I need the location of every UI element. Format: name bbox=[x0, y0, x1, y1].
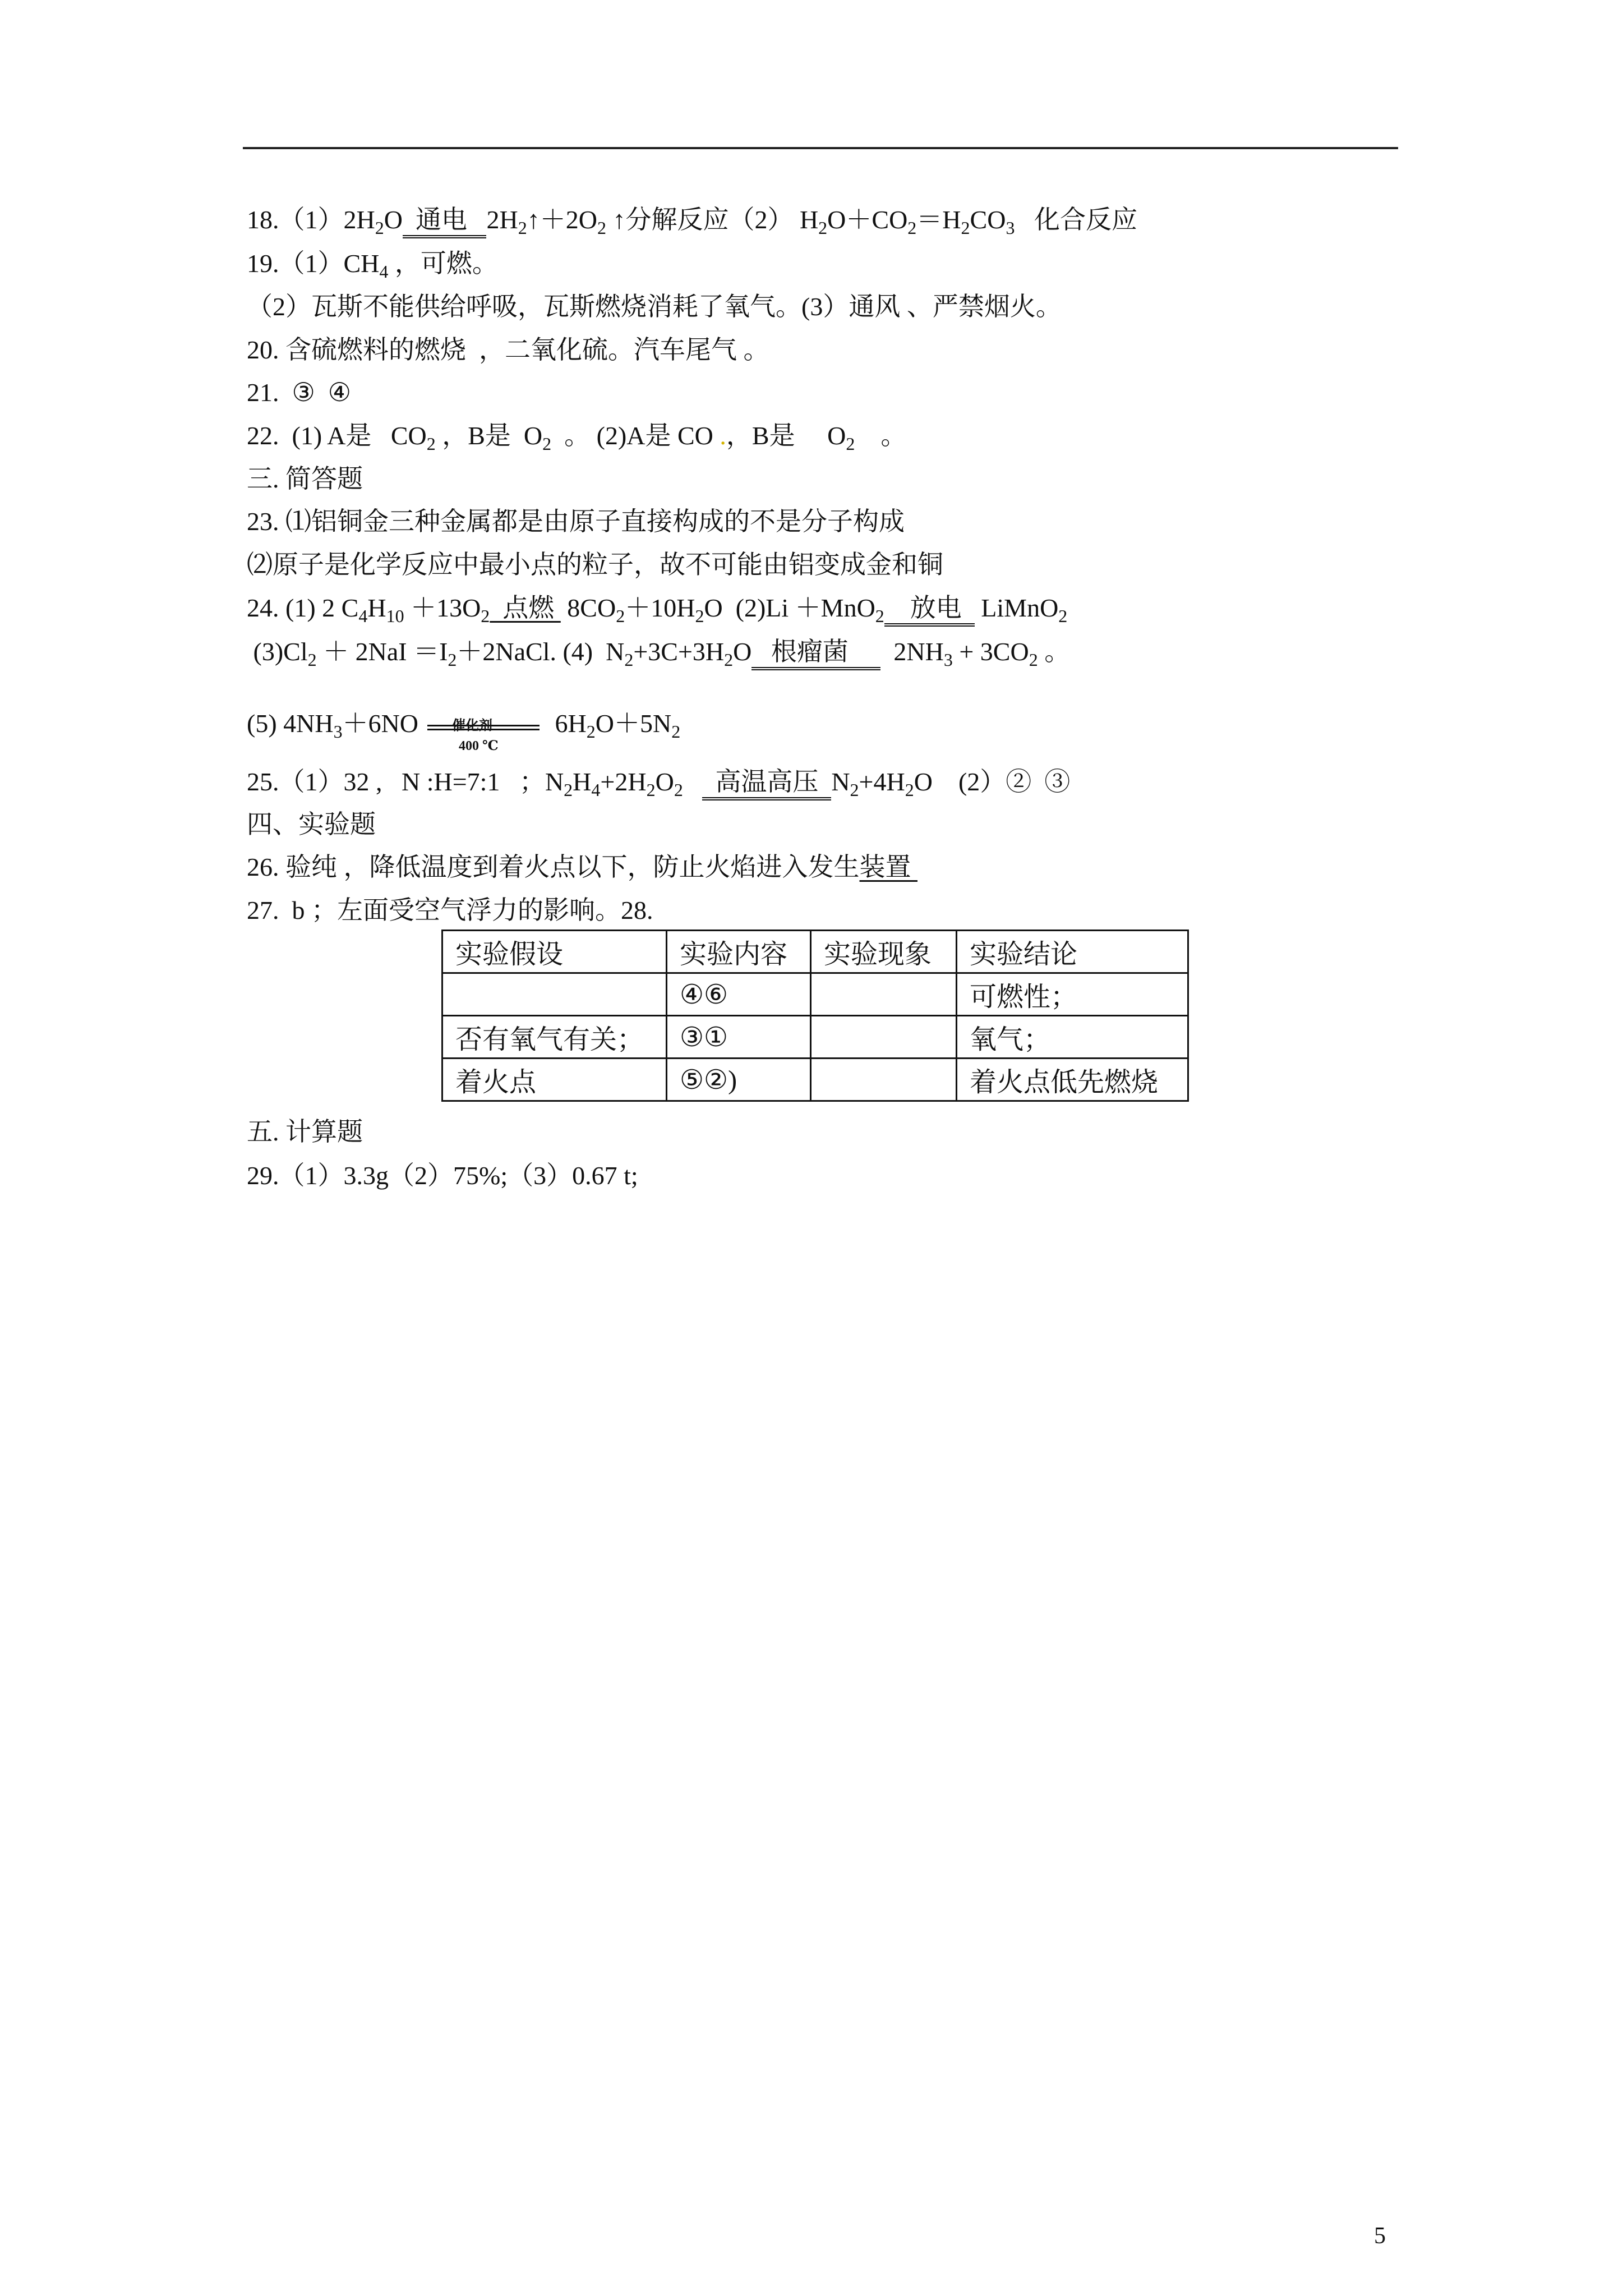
answer-19: $19.(1)CH_4$ ，可燃。 bbox=[247, 249, 498, 282]
table-cell: 氧气； bbox=[957, 1016, 1188, 1059]
page-number: 5 bbox=[1374, 2223, 1386, 2249]
table-header-cell: 实验现象 bbox=[811, 931, 957, 973]
table-cell: ⑤②) bbox=[667, 1059, 811, 1101]
table-header-row bbox=[442, 931, 1188, 973]
table-cell: ④⑥ bbox=[667, 973, 811, 1016]
answer-22: 22. (1) A是 $CO_2$ ，B是 $O_2$ 。 (2)A是 CO .，B是 $O_2$ 。 bbox=[247, 421, 907, 454]
table-header-cell: 实验结论 bbox=[957, 931, 1188, 973]
table-cell bbox=[811, 973, 957, 1016]
header-rule bbox=[243, 147, 1398, 149]
experiment-table bbox=[441, 930, 1189, 1102]
section-heading-experiment: 四、实验题 bbox=[247, 810, 376, 839]
table-row bbox=[442, 1059, 1188, 1101]
answer-18: $18.(1)2H_2O$ 通电 $2H_2↑+2O_2$ ↑分解反应（2） $H_2O+CO_2=H_2CO_3$ 化合反应 bbox=[247, 205, 1137, 238]
table-row bbox=[442, 973, 1188, 1016]
section-heading-calculation: 五. 计算题 bbox=[247, 1117, 363, 1146]
answer-24-part2: $(3)Cl_2 + 2NaI$ $=I_2+2NaCl$. (4) $N_2+3C+3H_2O$ 根瘤菌 $2NH_3 + 3CO_2$ 。 bbox=[247, 637, 1071, 670]
answer-26: 26. 验纯 ，降低温度到着火点以下，防止火焰进入发生装置 bbox=[247, 853, 917, 881]
table-cell: 着火点 bbox=[442, 1059, 667, 1101]
table-header-cell: 实验假设 bbox=[442, 931, 667, 973]
table-cell bbox=[811, 1016, 957, 1059]
reaction-condition-catalyst: 催化剂 400 ℃ bbox=[427, 709, 540, 743]
answer-29: 29.（1）3.3g（2）75%;（3）0.67 t; bbox=[247, 1161, 638, 1190]
answer-23-part2: ⑵原子是化学反应中最小点的粒子，故不可能由铝变成金和铜 bbox=[247, 550, 943, 579]
table-cell: 着火点低先燃烧 bbox=[957, 1059, 1188, 1101]
table-cell: 否有氧气有关； bbox=[442, 1016, 667, 1059]
section-heading-short-answer: 三. 简答题 bbox=[247, 464, 363, 493]
answer-19-part2: （2）瓦斯不能供给呼吸，瓦斯燃烧消耗了氧气。(3）通风 、严禁烟火。 bbox=[247, 292, 1062, 321]
table-cell: 可燃性； bbox=[957, 973, 1188, 1016]
table-header-cell: 实验内容 bbox=[667, 931, 811, 973]
answer-24: 24. (1) 2 $C_4H_{10} +13O_2$ 点燃 $8CO_2+10H_2O$ (2)Li ＋MnO$_2$ 放电 LiMnO$_2$ bbox=[247, 593, 1068, 626]
answer-24-part3: (5) $4NH_3+6NO$ 催化剂 400 ℃ $6H_2O+5N_2$ bbox=[247, 709, 681, 754]
answer-27: 27. b ；左面受空气浮力的影响。28. bbox=[247, 896, 653, 924]
answer-20: 20. 含硫燃料的燃烧 ，二氧化硫。汽车尾气 。 bbox=[247, 335, 769, 364]
answer-23: 23. ⑴铝铜金三种金属都是由原子直接构成的不是分子构成 bbox=[247, 507, 905, 536]
table-cell bbox=[442, 973, 667, 1016]
table-cell: ③① bbox=[667, 1016, 811, 1059]
answer-21: 21. ③ ④ bbox=[247, 378, 351, 407]
table-cell bbox=[811, 1059, 957, 1101]
answer-25: 25.（1）32 , N :H=7:1 ；$N_2H_4+2H_2O_2$ 高温高压 $N_2+4H_2O$ (2）② ③ bbox=[247, 767, 1071, 800]
table-row bbox=[442, 1016, 1188, 1059]
